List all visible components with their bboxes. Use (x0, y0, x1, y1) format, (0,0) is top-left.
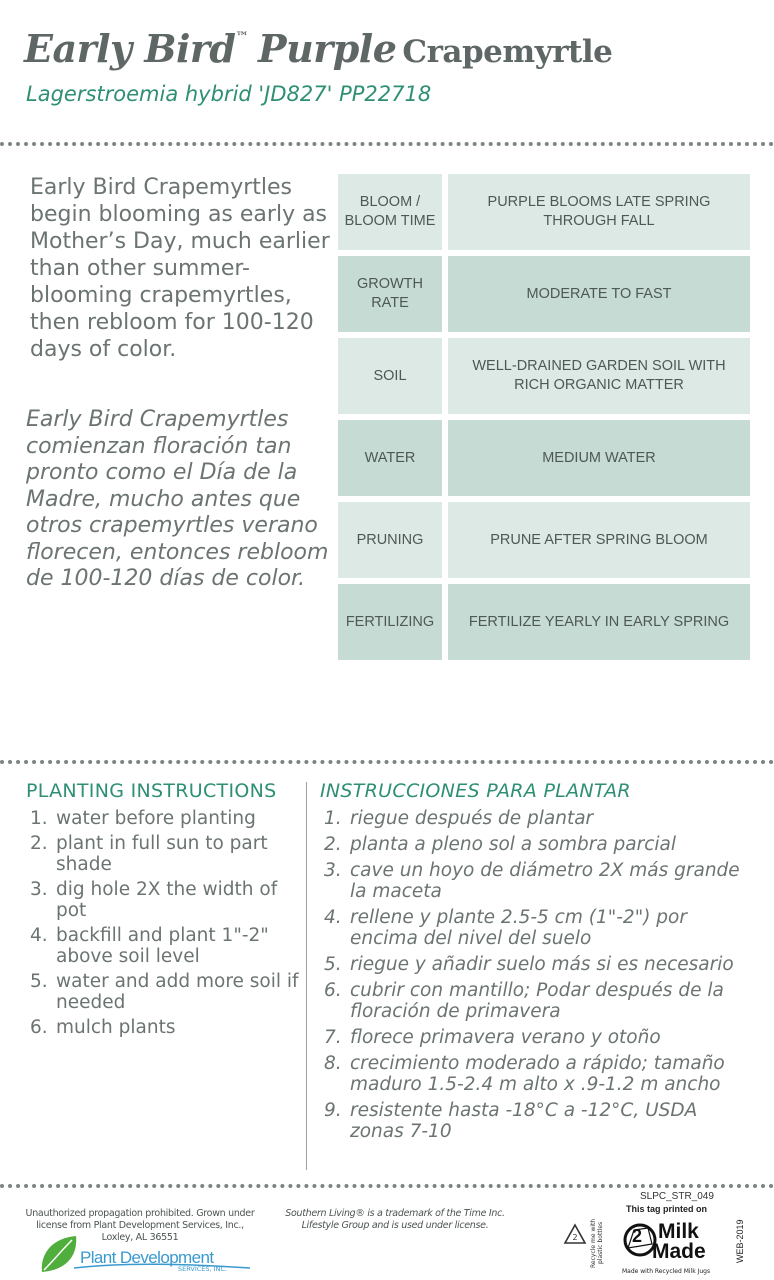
care-label: GROWTH RATE (338, 256, 442, 332)
step-number: 3. (30, 879, 48, 900)
step-number: 5. (324, 954, 342, 975)
pds-logo-name: Plant Development (80, 1248, 214, 1267)
step-number: 1. (30, 808, 48, 829)
care-label: WATER (338, 420, 442, 496)
step-number: 3. (324, 860, 342, 881)
step-text: backfill and plant 1"-2" above soil level (56, 925, 269, 967)
step-text: resistente hasta -18°C a -12°C, USDA zonas 7-10 (350, 1100, 698, 1142)
intro-english: Early Bird Crapemyrtles begin blooming as early as Mother’s Day, much earlier than other summer-blooming crapemyrtles, then rebloom for 100-120 days of color. (30, 175, 330, 362)
title-small: Crapemyrtle (402, 34, 613, 70)
milk-made-subtitle: Made with Recycled Milk Jugs (622, 1268, 711, 1275)
care-value: MODERATE TO FAST (448, 256, 750, 332)
step-text: rellene y plante 2.5-5 cm (1"-2") por encima del nivel del suelo (350, 907, 687, 949)
list-item (324, 954, 744, 975)
list-item (324, 1100, 744, 1142)
list-item (30, 925, 300, 967)
web-code: WEB-2019 (735, 1219, 745, 1263)
column-divider (306, 782, 307, 1170)
care-row-soil (338, 338, 750, 414)
care-value: PURPLE BLOOMS LATE SPRING THROUGH FALL (448, 174, 750, 250)
trademark-symbol: ™ (235, 30, 248, 45)
step-number: 7. (324, 1027, 342, 1048)
care-value: PRUNE AFTER SPRING BLOOM (448, 502, 750, 578)
list-item (324, 1027, 744, 1048)
care-label: PRUNING (338, 502, 442, 578)
list-item (324, 907, 744, 949)
step-text: riegue después de plantar (350, 808, 594, 829)
milk-number: 2 (632, 1226, 643, 1246)
step-text: crecimiento moderado a rápido; tamaño maduro 1.5-2.4 m alto x .9-1.2 m ancho (350, 1053, 725, 1095)
product-title (24, 26, 612, 71)
step-number: 6. (30, 1017, 48, 1038)
list-item (30, 971, 300, 1013)
planting-heading-english: PLANTING INSTRUCTIONS (26, 780, 277, 802)
step-text: water and add more soil if needed (56, 971, 299, 1013)
step-number: 8. (324, 1053, 342, 1074)
step-text: florece primavera verano y otoño (350, 1027, 661, 1048)
step-text: dig hole 2X the width of pot (56, 879, 278, 921)
care-row-water (338, 420, 750, 496)
dotted-divider-middle (0, 760, 774, 764)
botanical-name: Lagerstroemia hybrid 'JD827' PP22718 (26, 82, 432, 106)
svg-text:2: 2 (572, 1233, 578, 1242)
list-item (324, 808, 744, 829)
list-item (30, 808, 300, 829)
milk-made-line2: Made (652, 1240, 706, 1263)
care-row-fertilizing (338, 584, 750, 660)
dotted-divider-top (0, 142, 774, 146)
legal-notice: Unauthorized propagation prohibited. Grown under license from Plant Development Services, Inc., Loxley, AL 36551 (25, 1208, 255, 1243)
dotted-divider-bottom (0, 1184, 774, 1188)
milk-made-line1: Milk (658, 1220, 699, 1243)
step-text: cubrir con mantillo; Podar después de la floración de primavera (350, 980, 724, 1022)
title-color: Purple (258, 26, 397, 71)
step-text: cave un hoyo de diámetro 2X más grande la maceta (350, 860, 740, 902)
list-item (324, 980, 744, 1022)
care-value: MEDIUM WATER (448, 420, 750, 496)
recycle-icon (562, 1222, 588, 1248)
care-label: FERTILIZING (338, 584, 442, 660)
intro-spanish: Early Bird Crapemyrtles comienzan floración tan pronto como el Día de la Madre, mucho antes que otros crapemyrtles verano florecen, entonces rebloom de 100-120 días de color. (26, 407, 329, 591)
list-item (30, 879, 300, 921)
care-value: WELL-DRAINED GARDEN SOIL WITH RICH ORGANIC MATTER (448, 338, 750, 414)
step-text: riegue y añadir suelo más si es necesario (350, 954, 734, 975)
trademark-notice: Southern Living® is a trademark of the Time Inc. Lifestyle Group and is used under license. (285, 1208, 505, 1231)
step-text: plant in full sun to part shade (56, 833, 268, 875)
planting-heading-spanish: INSTRUCCIONES PARA PLANTAR (320, 780, 631, 802)
planting-steps-english (30, 808, 300, 1042)
pds-logo-services: SERVICES, INC. (178, 1265, 228, 1273)
tag-code: SLPC_STR_049 (640, 1191, 714, 1202)
step-number: 4. (324, 907, 342, 928)
step-text: planta a pleno sol a sombra parcial (350, 834, 677, 855)
step-number: 4. (30, 925, 48, 946)
care-row-pruning (338, 502, 750, 578)
list-item (324, 860, 744, 902)
list-item (30, 833, 300, 875)
step-number: 5. (30, 971, 48, 992)
list-item (324, 834, 744, 855)
printed-on-label: This tag printed on (626, 1204, 707, 1214)
care-table (338, 174, 750, 666)
step-number: 9. (324, 1100, 342, 1121)
step-number: 1. (324, 808, 342, 829)
step-text: water before planting (56, 808, 256, 829)
care-row-bloom (338, 174, 750, 250)
step-text: mulch plants (56, 1017, 176, 1038)
care-label: BLOOM / BLOOM TIME (338, 174, 442, 250)
step-number: 2. (324, 834, 342, 855)
title-main: Early Bird (24, 26, 236, 71)
planting-steps-spanish (324, 808, 744, 1147)
step-number: 6. (324, 980, 342, 1001)
care-label: SOIL (338, 338, 442, 414)
list-item (324, 1053, 744, 1095)
care-value: FERTILIZE YEARLY IN EARLY SPRING (448, 584, 750, 660)
care-row-growth (338, 256, 750, 332)
recycle-note: Recycle me with plastic bottles (590, 1218, 604, 1268)
list-item (30, 1017, 300, 1038)
step-number: 2. (30, 833, 48, 854)
